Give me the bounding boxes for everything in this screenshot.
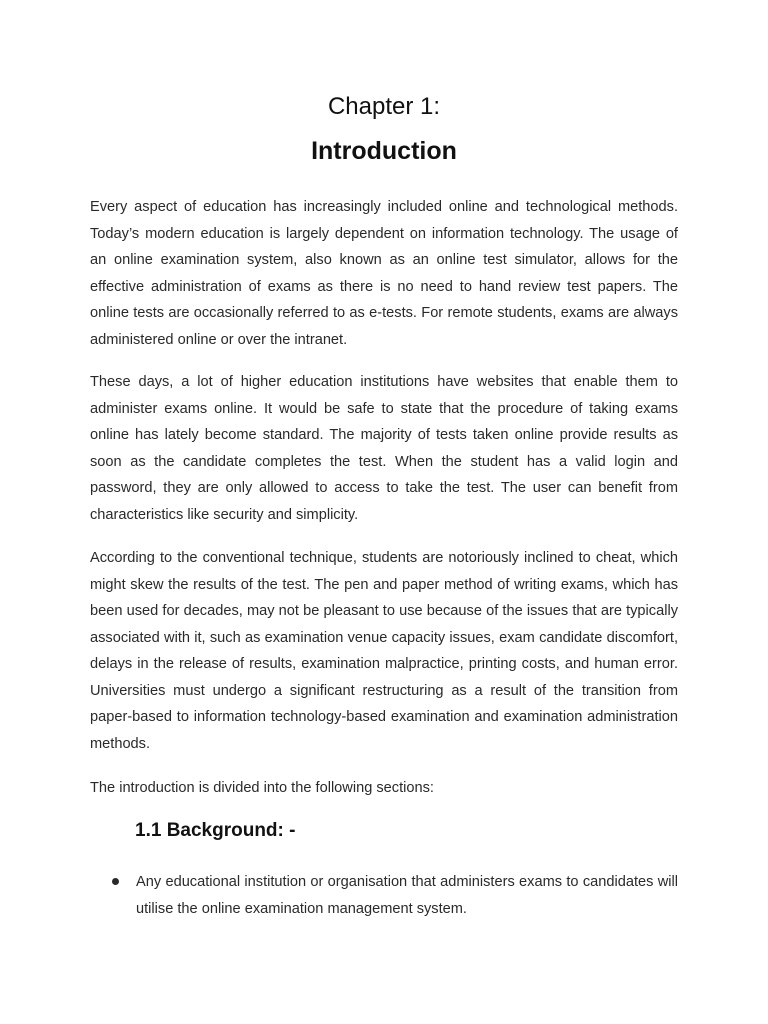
paragraph-sections-lead: The introduction is divided into the following sections: [90,780,434,796]
chapter-number: Chapter 1: [327,93,441,120]
list-item-text: Any educational institution or organisation that administers exams to candidates will utilise the online examination management system. [136,874,678,917]
bullet-icon [112,878,119,885]
paragraph-intro-2: These days, a lot of higher education institutions have websites that enable them to administer exams online. It would be safe to state that the procedure of taking exams online has lately become standard. The majority of tests taken online provide results as soon as the candidate completes the test. When the student has a valid login and password, they are only allowed to access to take the test. The user can benefit from characteristics like security and simplicity. [90,374,678,523]
paragraph-intro-3: According to the conventional technique, students are notoriously inclined to cheat, which might skew the results of the test. The pen and paper method of writing exams, which has been used for decades, may not be pleasant to use because of the issues that are typically associated with it, such as examination venue capacity issues, exam candidate discomfort, delays in the release of results, examination malpractice, printing costs, and human error. Universities must undergo a significant restructuring as a result of the transition from paper-based to information technology-based examination and examination administration methods. [90,550,678,752]
section-heading-background: 1.1 Background: - [135,820,296,841]
bullet-list [108,869,678,922]
paragraph-intro-1: Every aspect of education has increasingly included online and technological methods. Today’s modern education is largely dependent on information technology. The usage of an online examination system, also known as an online test simulator, allows for the effective administration of exams as there is no need to hand review test papers. The online tests are occasionally referred to as e-tests. For remote students, exams are always administered online or over the intranet. [90,199,678,348]
chapter-title: Introduction [311,137,457,165]
list-item [108,869,678,922]
